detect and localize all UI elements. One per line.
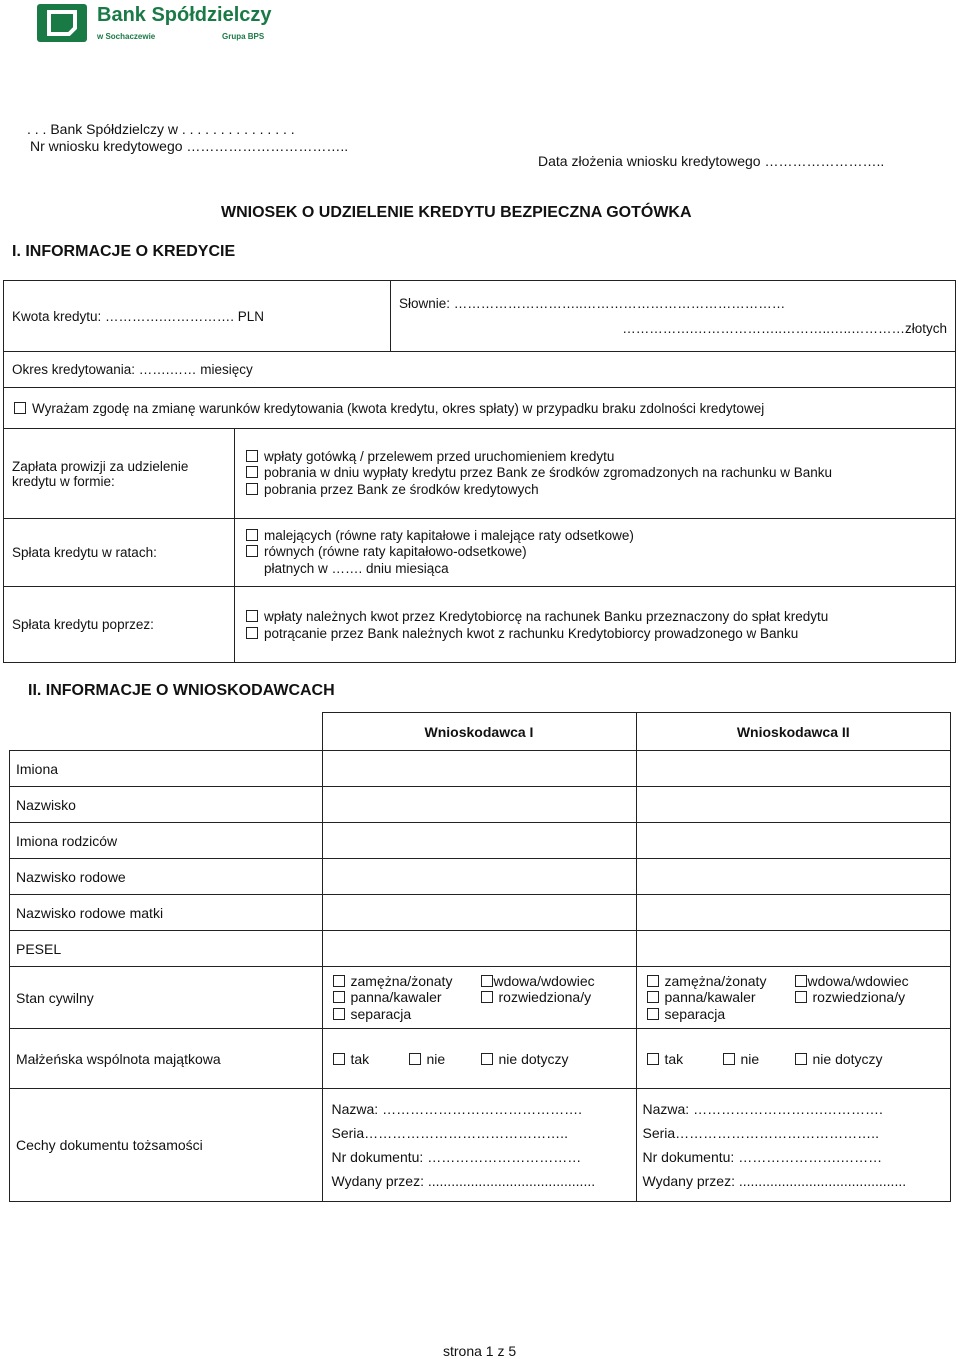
option-label: wdowa/wdowiec: [493, 972, 595, 989]
marital-separated[interactable]: [333, 1006, 636, 1023]
community-na[interactable]: [795, 1051, 883, 1067]
credit-info-table: [3, 280, 956, 663]
installments-row: [4, 519, 956, 587]
checkbox[interactable]: [647, 1053, 659, 1065]
commission-option-3[interactable]: [246, 482, 832, 499]
marital-separated[interactable]: [647, 1006, 951, 1023]
bank-name-line: . . . Bank Spółdzielczy w . . . . . . . . . . . . . . .: [27, 121, 295, 137]
application-date: Data złożenia wniosku kredytowego ……………………..: [538, 153, 885, 169]
option-label: separacja: [664, 1005, 726, 1022]
checkbox[interactable]: [481, 991, 493, 1003]
marital-widowed[interactable]: [481, 973, 595, 990]
page-number: strona 1 z 5: [443, 1343, 517, 1359]
section2-title: II. INFORMACJE O WNIOSKODAWCACH: [28, 682, 335, 699]
repayment-label: [4, 587, 235, 662]
id-issued-by: Wydany przez: ...........................................: [642, 1173, 907, 1189]
consent-checkbox[interactable]: [14, 402, 26, 414]
checkbox[interactable]: [246, 450, 258, 462]
pesel-2[interactable]: [636, 931, 951, 967]
checkbox[interactable]: [647, 991, 659, 1003]
marital-status-2: [636, 967, 951, 1029]
repayment-option-2[interactable]: [246, 625, 828, 642]
community-na[interactable]: [481, 1051, 569, 1067]
surname-2[interactable]: [636, 787, 951, 823]
repayment-option-1[interactable]: [246, 608, 828, 625]
community-no[interactable]: [409, 1051, 481, 1067]
option-label: nie: [740, 1050, 760, 1067]
commission-options: [235, 449, 832, 499]
maiden-name-2[interactable]: [636, 859, 951, 895]
credit-period: Okres kredytowania: …….…… miesięcy: [12, 362, 253, 377]
community-property-label: Małżeńska wspólnota majątkowa: [10, 1029, 323, 1089]
amount-words-label: Słownie: ………………………..………………………………………: [399, 296, 786, 311]
surname-1[interactable]: [322, 787, 636, 823]
option-label: wdowa/wdowiec: [807, 972, 909, 989]
option-label: nie dotyczy: [812, 1050, 883, 1067]
row-label: Nazwisko rodowe matki: [10, 895, 323, 931]
commission-label: [4, 429, 235, 518]
checkbox[interactable]: [795, 975, 807, 987]
marital-single[interactable]: [647, 989, 795, 1006]
option-label: pobrania przez Bank ze środków kredytowych: [264, 481, 539, 497]
parents-names-2[interactable]: [636, 823, 951, 859]
option-label: zamężna/żonaty: [350, 972, 453, 989]
option-label: panna/kawaler: [664, 989, 756, 1006]
logo-title: Bank Spółdzielczy: [97, 4, 272, 26]
checkbox[interactable]: [246, 529, 258, 541]
id-name: Nazwa: …………………………………….: [331, 1101, 582, 1117]
id-number: Nr dokumentu: ………………….………: [642, 1149, 883, 1165]
checkbox[interactable]: [795, 1053, 807, 1065]
credit-amount: Kwota kredytu: ………….……………. PLN: [12, 308, 265, 324]
row-label: Nazwisko: [10, 787, 323, 823]
commission-label-text: Zapłata prowizji za udzielenie kredytu w formie:: [12, 458, 189, 489]
marital-status-label: Stan cywilny: [10, 967, 323, 1029]
document-title: WNIOSEK O UDZIELENIE KREDYTU BEZPIECZNA GOTÓWKA: [221, 204, 692, 221]
option-label: wpłaty należnych kwot przez Kredytobiorcę na rachunek Banku przeznaczony do spłat kredytu: [264, 608, 829, 624]
row-label: Imiona rodziców: [10, 823, 323, 859]
commission-option-1[interactable]: [246, 449, 832, 466]
id-name: Nazwa: ……………………….………….: [642, 1101, 883, 1117]
option-label: nie dotyczy: [498, 1050, 569, 1067]
option-label: tak: [350, 1050, 370, 1067]
id-document-2[interactable]: [636, 1089, 951, 1202]
community-property-2: [636, 1029, 951, 1089]
installment-options: [235, 528, 634, 578]
option-label: potrącanie przez Bank należnych kwot z rachunku Kredytobiorcy prowadzonego w Banku: [264, 625, 799, 641]
community-yes[interactable]: [333, 1051, 409, 1067]
checkbox[interactable]: [647, 1008, 659, 1020]
option-label: wpłaty gotówką / przelewem przed uruchomieniem kredytu: [264, 448, 615, 464]
mother-maiden-name-1[interactable]: [322, 895, 636, 931]
option-label: malejących (równe raty kapitałowe i malejące raty odsetkowe): [264, 527, 634, 543]
checkbox[interactable]: [333, 975, 345, 987]
id-document-1[interactable]: [322, 1089, 636, 1202]
option-label: pobrania w dniu wypłaty kredytu przez Bank ze środków zgromadzonych na rachunku w Banku: [264, 465, 833, 481]
marital-widowed[interactable]: [795, 973, 909, 990]
commission-option-2[interactable]: [246, 465, 832, 482]
marital-divorced[interactable]: [481, 989, 592, 1006]
installment-option-2[interactable]: [246, 544, 634, 561]
checkbox[interactable]: [481, 975, 493, 987]
repayment-label-text: Spłata kredytu poprzez:: [12, 617, 154, 632]
marital-married[interactable]: [333, 973, 481, 990]
checkbox[interactable]: [333, 1053, 345, 1065]
checkbox[interactable]: [409, 1053, 421, 1065]
installments-label: [4, 519, 235, 586]
option-label: nie: [426, 1050, 446, 1067]
first-names-1[interactable]: [322, 751, 636, 787]
checkbox[interactable]: [723, 1053, 735, 1065]
option-label: zamężna/żonaty: [664, 972, 767, 989]
row-label: Nazwisko rodowe: [10, 859, 323, 895]
maiden-name-1[interactable]: [322, 859, 636, 895]
section1-title: I. INFORMACJE O KREDYCIE: [12, 243, 236, 260]
consent-text: Wyrażam zgodę na zmianę warunków kredytowania (kwota kredytu, okres spłaty) w przypadku braku zdolności kredytowej: [32, 400, 765, 416]
checkbox[interactable]: [246, 610, 258, 622]
marital-single[interactable]: [333, 989, 481, 1006]
installments-label-text: Spłata kredytu w ratach:: [12, 545, 157, 560]
checkbox[interactable]: [333, 1008, 345, 1020]
bank-logo: [37, 4, 277, 44]
id-series: Seria……………………………………..: [642, 1125, 879, 1141]
commission-row: [4, 429, 956, 519]
option-label: równych (równe raty kapitałowo-odsetkowe): [264, 544, 527, 560]
installment-option-1[interactable]: [246, 528, 634, 545]
option-label: separacja: [350, 1005, 412, 1022]
installment-day[interactable]: płatnych w ……. dniu miesiąca: [264, 560, 449, 576]
parents-names-1[interactable]: [322, 823, 636, 859]
id-issued-by: Wydany przez: ...........................................: [331, 1173, 596, 1189]
credit-period-cell[interactable]: [4, 352, 956, 388]
community-no[interactable]: [723, 1051, 795, 1067]
amount-words-cell[interactable]: [391, 281, 956, 352]
checkbox[interactable]: [246, 466, 258, 478]
logo-emblem-icon: [37, 4, 87, 42]
logo-subtitle-left: w Sochaczewie: [97, 32, 156, 41]
amount-cell[interactable]: [4, 281, 391, 352]
checkbox[interactable]: [246, 545, 258, 557]
applicant2-header: Wnioskodawca II: [636, 713, 951, 751]
corner-cell: [10, 713, 323, 751]
checkbox[interactable]: [333, 991, 345, 1003]
row-label: PESEL: [10, 931, 323, 967]
applicants-table: [9, 712, 951, 1202]
application-number: Nr wniosku kredytowego ……………………………..: [30, 138, 349, 154]
consent-cell: [4, 388, 956, 429]
marital-divorced[interactable]: [795, 989, 906, 1006]
option-label: rozwiedziona/y: [498, 989, 592, 1006]
checkbox[interactable]: [246, 627, 258, 639]
checkbox[interactable]: [647, 975, 659, 987]
row-label: Imiona: [10, 751, 323, 787]
community-yes[interactable]: [647, 1051, 723, 1067]
repayment-row: [4, 587, 956, 663]
option-label: panna/kawaler: [350, 989, 442, 1006]
marital-married[interactable]: [647, 973, 795, 990]
logo-subtitle-right: Grupa BPS: [222, 32, 265, 41]
applicant1-header: Wnioskodawca I: [322, 713, 636, 751]
pesel-1[interactable]: [322, 931, 636, 967]
option-label: tak: [664, 1050, 684, 1067]
checkbox[interactable]: [481, 1053, 493, 1065]
first-names-2[interactable]: [636, 751, 951, 787]
id-series: Seria……………………………………..: [331, 1125, 568, 1141]
id-number: Nr dokumentu: ……………………………: [331, 1149, 582, 1165]
checkbox[interactable]: [246, 483, 258, 495]
repayment-options: [235, 608, 828, 642]
marital-status-1: [322, 967, 636, 1029]
id-document-label: Cechy dokumentu tożsamości: [10, 1089, 323, 1202]
option-label: rozwiedziona/y: [812, 989, 906, 1006]
checkbox[interactable]: [795, 991, 807, 1003]
mother-maiden-name-2[interactable]: [636, 895, 951, 931]
amount-words-line2: …………….………………..………..…..…………złotych: [622, 321, 947, 336]
community-property-1: [322, 1029, 636, 1089]
